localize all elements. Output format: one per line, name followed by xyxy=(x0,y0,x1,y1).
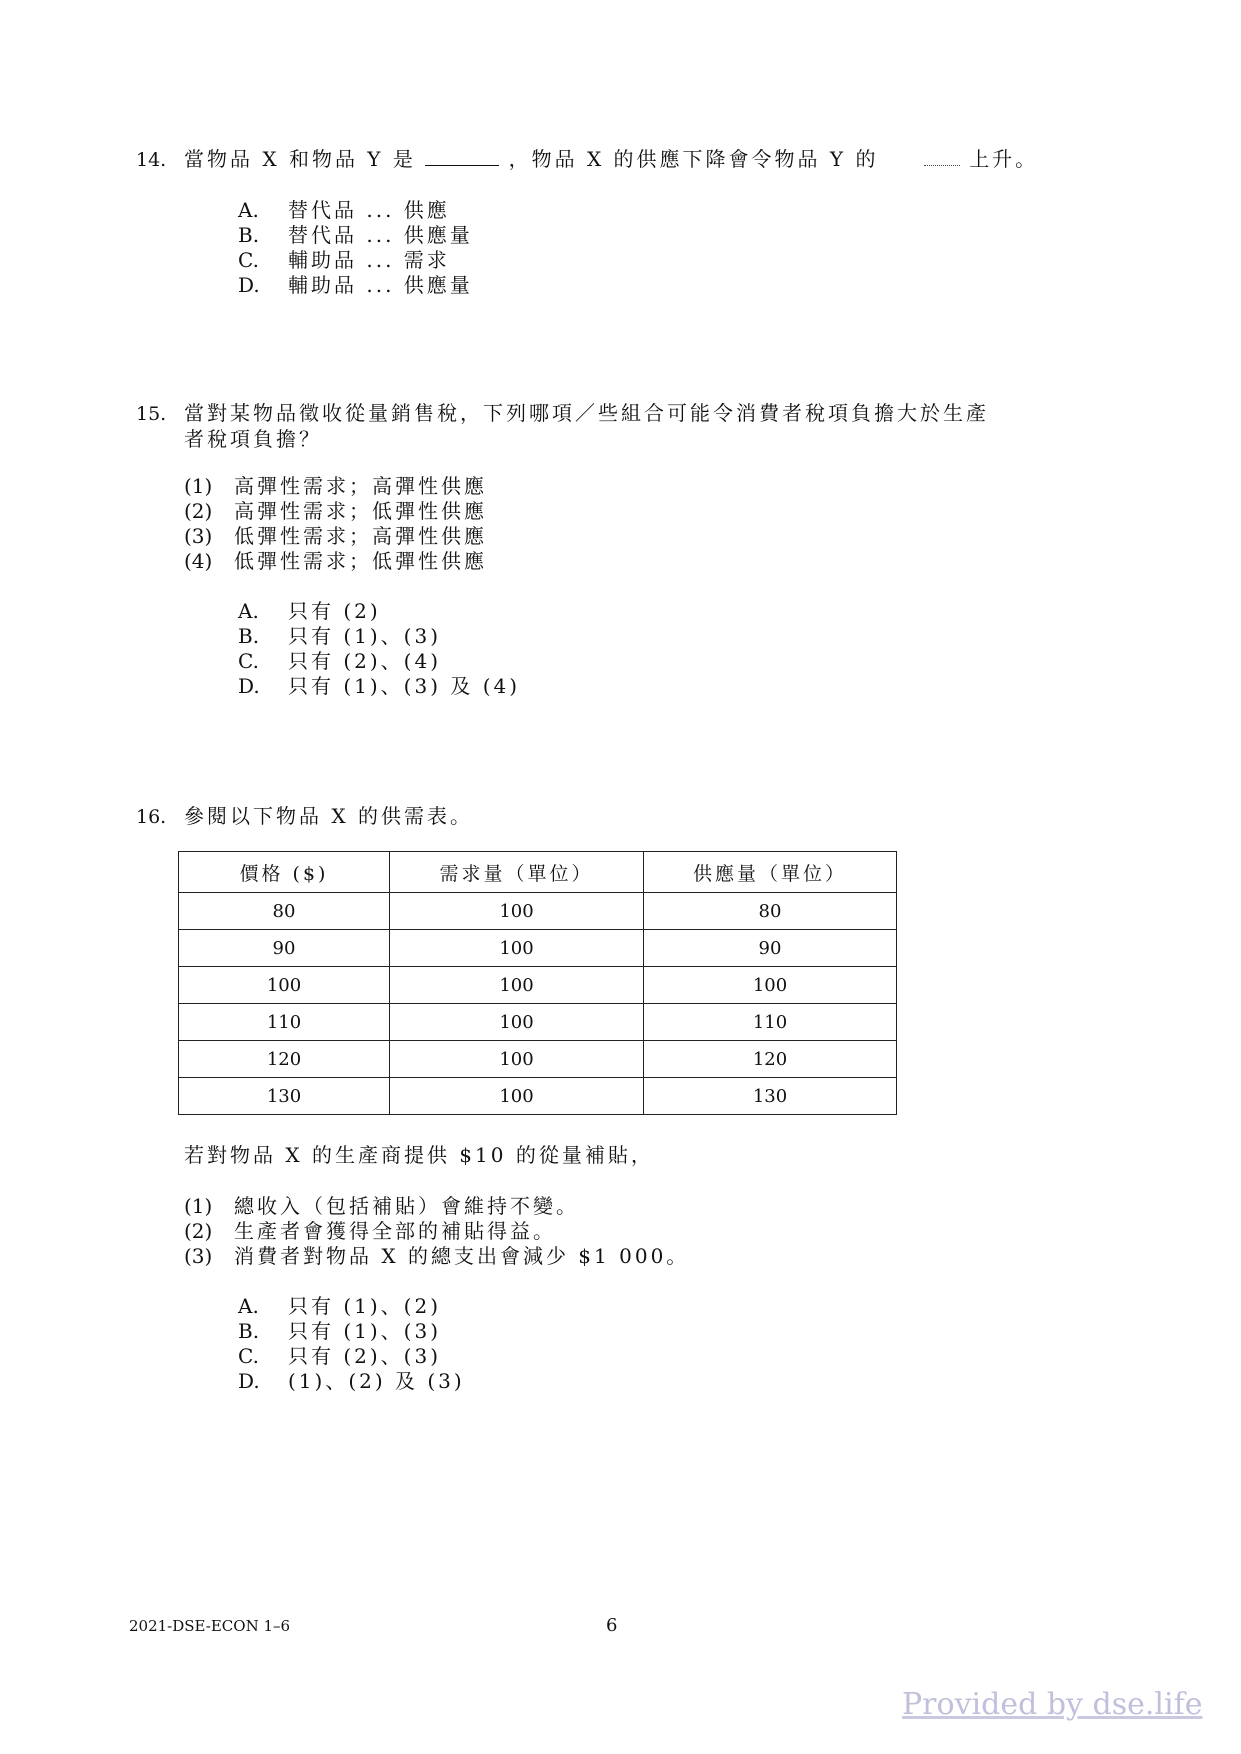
statement-1: (1) 總收入（包括補貼）會維持不變。 xyxy=(184,1194,579,1218)
question-15-text-line2: 者稅項負擔？ xyxy=(184,427,322,451)
supply-demand-table xyxy=(178,851,897,1115)
option-a: A. 只有 (2) xyxy=(238,599,381,623)
table-row: 90 100 90 xyxy=(179,930,897,967)
question-15-text-line1: 當對某物品徵收從量銷售稅，下列哪項／些組合可能令消費者稅項負擔大於生產 xyxy=(184,401,989,425)
statement-3: (3) 低彈性需求；高彈性供應 xyxy=(184,524,487,548)
option-a: A. 只有 (1)、(2) xyxy=(238,1294,442,1318)
question-16-intro: 參閱以下物品 X 的供需表。 xyxy=(184,804,473,828)
question-14-text-a: 當物品 X 和物品 Y 是 xyxy=(184,147,416,171)
column-header-quantity-supplied: 供應量（單位） xyxy=(644,852,897,893)
question-14-number: 14. xyxy=(136,149,167,171)
option-a: A. 替代品 ... 供應 xyxy=(238,198,450,222)
question-15-options xyxy=(238,599,520,699)
answer-blank-1 xyxy=(425,147,499,166)
statement-3: (3) 消費者對物品 X 的總支出會減少 $1 000。 xyxy=(184,1244,690,1268)
option-c: C. 只有 (2)、(4) xyxy=(238,649,442,673)
question-14-text-c: 上升。 xyxy=(969,147,1039,171)
option-b: B. 只有 (1)、(3) xyxy=(238,1319,442,1343)
question-14-text-b: ，物品 X 的供應下降會令物品 Y 的 xyxy=(508,147,879,171)
option-b: B. 只有 (1)、(3) xyxy=(238,624,442,648)
question-14-options xyxy=(238,198,473,298)
question-14-stem xyxy=(184,146,1038,172)
table-row: 100 100 100 xyxy=(179,967,897,1004)
question-15-stem xyxy=(184,400,1104,452)
paper-code: 2021-DSE-ECON 1–6 xyxy=(129,1617,291,1635)
column-header-price: 價格 ($) xyxy=(179,852,390,893)
statement-1: (1) 高彈性需求；高彈性供應 xyxy=(184,474,487,498)
table-row: 130 100 130 xyxy=(179,1078,897,1115)
question-15-statements xyxy=(184,474,487,574)
question-16-condition: 若對物品 X 的生產商提供 $10 的從量補貼， xyxy=(184,1143,654,1167)
table-row: 80 100 80 xyxy=(179,893,897,930)
table-header-row xyxy=(179,852,897,893)
question-16-options xyxy=(238,1294,465,1394)
watermark-link[interactable]: Provided by dse.life xyxy=(902,1687,1203,1722)
option-c: C. 只有 (2)、(3) xyxy=(238,1344,442,1368)
question-16-statements xyxy=(184,1194,689,1269)
option-d: D. (1)、(2) 及 (3) xyxy=(238,1369,465,1393)
page-number: 6 xyxy=(606,1615,618,1636)
statement-2: (2) 生產者會獲得全部的補貼得益。 xyxy=(184,1219,556,1243)
option-b: B. 替代品 ... 供應量 xyxy=(238,223,473,247)
answer-blank-2 xyxy=(924,147,960,166)
option-d: D. 輔助品 ... 供應量 xyxy=(238,273,473,297)
table-row: 120 100 120 xyxy=(179,1041,897,1078)
column-header-quantity-demanded: 需求量（單位） xyxy=(390,852,644,893)
statement-4: (4) 低彈性需求；低彈性供應 xyxy=(184,549,487,573)
statement-2: (2) 高彈性需求；低彈性供應 xyxy=(184,499,487,523)
table-row: 110 100 110 xyxy=(179,1004,897,1041)
option-c: C. 輔助品 ... 需求 xyxy=(238,248,450,272)
question-15-number: 15. xyxy=(136,403,167,425)
question-16-number: 16. xyxy=(136,806,167,828)
option-d: D. 只有 (1)、(3) 及 (4) xyxy=(238,674,521,698)
